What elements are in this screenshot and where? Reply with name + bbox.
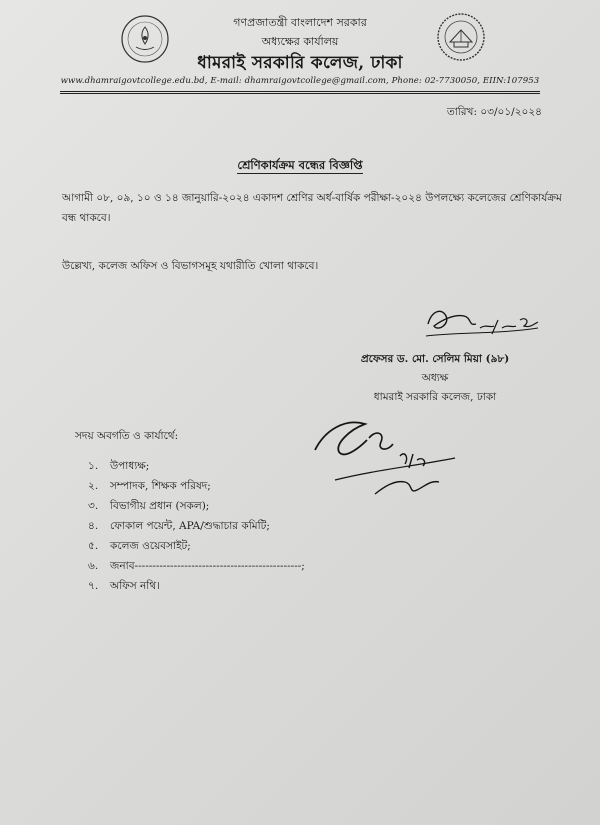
item-number: ৭. [88,580,99,592]
distribution-item [88,556,305,576]
notice-paragraph-2: উল্লেখ্য, কলেজ অফিস ও বিভাগসমূহ যথারীতি খোলা থাকবে। [62,260,319,272]
signatory-name: প্রফেসর ড. মো. সেলিম মিয়া (৯৮) [360,353,510,365]
signatory-block [330,350,540,407]
distribution-item [88,536,305,556]
notice-title [0,157,600,176]
distribution-item [88,516,305,536]
item-text: ফোকাল পয়েন্ট, APA/শুদ্ধাচার কমিটি; [110,520,270,532]
item-number: ২. [88,480,99,492]
distribution-item [88,496,305,516]
government-title: গণপ্রজাতন্ত্রী বাংলাদেশ সরকার [233,16,367,29]
notice-title-text: শ্রেণিকার্যক্রম বন্ধের বিজ্ঞপ্তি [237,158,363,172]
signatory-designation: অধ্যক্ষ [421,372,449,384]
initial-scribble [305,410,475,510]
notice-paragraph-1: আগামী ০৮, ০৯, ১০ ও ১৪ জানুয়ারি-২০২৪ একাদশ শ্রেণির অর্ধ-বার্ষিক পরীক্ষা-২০২৪ উপলক্ষ্যে কলেজের শ্রেণিকার্যক্রম বন্ধ থাকবে। [62,192,562,224]
item-text: উপাধ্যক্ষ; [110,460,150,472]
contact-line: www.dhamraigovtcollege.edu.bd, E-mail: dhamraigovtcollege@gmail.com, Phone: 02-7730050, EIIN:107953 [60,76,540,86]
distribution-list [88,456,305,596]
item-text: কলেজ ওয়েবসাইট; [110,540,191,552]
distribution-item [88,576,305,596]
office-title: অধ্যক্ষের কার্যালয় [261,35,339,48]
item-number: ৪. [88,520,99,532]
header-rule [60,91,540,92]
item-text: সম্পাদক, শিক্ষক পরিষদ; [110,480,211,492]
distribution-item [88,476,305,496]
item-text: অফিস নথি। [110,580,160,592]
item-number: ৩. [88,500,99,512]
distribution-heading: সদয় অবগতি ও কার্যার্থে: [75,430,179,442]
header-rule-secondary [60,93,540,94]
item-text: বিভাগীয় প্রধান (সকল); [110,500,210,512]
item-text: জনাব-----------------------------------------------; [110,560,305,572]
college-name: ধামরাই সরকারি কলেজ, ঢাকা [197,53,403,73]
signatory-institution: ধামরাই সরকারি কলেজ, ঢাকা [373,391,497,403]
distribution-item [88,456,305,476]
item-number: ৬. [88,560,99,572]
signature-scribble [420,298,550,348]
item-number: ৫. [88,540,99,552]
item-number: ১. [88,460,99,472]
notice-date: তারিখ: ০৩/০১/২০২৪ [446,106,542,118]
